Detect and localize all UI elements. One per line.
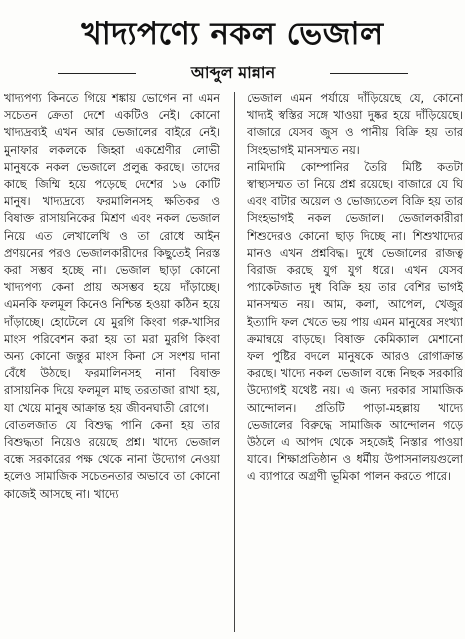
author-name: আব্দুল মান্নান xyxy=(190,63,276,82)
column-divider xyxy=(234,92,235,632)
article-column-right xyxy=(247,90,463,635)
byline xyxy=(58,60,408,86)
article-paragraph: নামিদামি কোম্পানির তৈরি মিষ্টি কতটা স্বাস্থ্যসম্মত তা নিয়ে প্রশ্ন রয়েছে। বাজারে যে ঘি এবং বাটার অয়েল ও ভোজ্যতেল বিক্রি হয় তার সিংহভাগই নকল ভেজাল। ভেজালকারীরা শিশুদেরও কোনো ছাড় দিচ্ছে না। শিশুখাদ্যের মানও এখন প্রশ্নবিদ্ধ। দুধে ভেজালের রাজত্ব বিরাজ করছে যুগ যুগ ধরে। এখন যেসব প্যাকেটজাত দুধ বিক্রি হয় তার বেশির ভাগই মানসম্মত নয়। আম, কলা, আপেল, খেজুর ইত্যাদি ফল খেতে ভয় পায় এমন মানুষের সংখ্যা ক্রমান্বয়ে বাড়ছে। বিষাক্ত কেমিক্যাল মেশানো ফল পুষ্টির বদলে মানুষকে আরও রোগাক্রান্ত করছে। খাদ্যে নকল ভেজাল বন্ধে নিছক সরকারি উদ্যোগই যথেষ্ট নয়। এ জন্য দরকার সামাজিক আন্দোলন। প্রতিটি পাড়া-মহল্লায় খাদ্যে ভেজালের বিরুদ্ধে সামাজিক আন্দোলন গড়ে উঠলে এ আপদ থেকে সহজেই নিস্তার পাওয়া যাবে। শিক্ষাপ্রতিষ্ঠান ও ধর্মীয় উপাসনালয়গুলো এ ব্যাপারে অগ্রণী ভূমিকা পালন করতে পারে। xyxy=(247,160,463,484)
article-column-left xyxy=(4,90,220,635)
article-paragraph: বোতলজাত যে বিশুদ্ধ পানি কেনা হয় তার বিশুদ্ধতা নিয়েও রয়েছে প্রশ্ন। খাদ্যে ভেজাল বন্ধে সরকারের পক্ষ থেকে নানা উদ্যোগ নেওয়া হলেও সামাজিক সচেতনতার অভাবে তা কোনো কাজেই আসছে না। খাদ্যে xyxy=(4,418,220,501)
article-title: খাদ্যপণ্যে নকল ভেজাল xyxy=(81,16,384,52)
cropped-header-text xyxy=(0,0,465,8)
article-paragraph: ভেজাল এমন পর্যায়ে দাঁড়িয়েছে যে, কোনো খাদ্যই স্বস্তির সঙ্গে খাওয়া দুষ্কর হয়ে দাঁড়িয়েছে। বাজারে যেসব জুস ও পানীয় বিক্রি হয় তার সিংহভাগই মানসম্মত নয়। xyxy=(247,92,463,157)
byline-rule-right xyxy=(330,73,408,74)
article-paragraph: খাদ্যপণ্য কিনতে গিয়ে শঙ্কায় ভোগেন না এমন সচেতন ক্রেতা দেশে একটিও নেই। কোনো খাদ্যদ্রব্যই এখন আর ভেজালের বাইরে নেই। মুনাফার লকলকে জিহ্বা একশ্রেণীর লোভী মানুষকে নকল ভেজালে প্রলুব্ধ করছে। তাদের কাছে জিম্মি হয়ে পড়েছে দেশের ১৬ কোটি মানুষ। খাদ্যদ্রব্যে ফরমালিনসহ ক্ষতিকর ও বিষাক্ত রাসায়নিকের মিশ্রণ এবং নকল ভেজাল নিয়ে এত লেখালেখি ও তা রোধে আইন প্রণয়নের পরও ভেজালকারীদের কিছুতেই নিরস্ত করা সম্ভব হচ্ছে না। ভেজাল ছাড়া কোনো খাদ্যপণ্য কেনা প্রায় অসম্ভব হয়ে দাঁড়াচ্ছে। এমনকি ফলমূল কিনেও নিশ্চিন্ত হওয়া কঠিন হয়ে দাঁড়াচ্ছে। হোটেলে যে মুরগি কিংবা গরু-খাসির মাংস পরিবেশন করা হয় তা মরা মুরগি কিংবা অন্য কোনো জন্তুর মাংস কিনা সে সংশয় দানা বেঁধে উঠছে। ফরমালিনসহ নানা বিষাক্ত রাসায়নিক দিয়ে ফলমূল মাছ তরতাজা রাখা হয়, যা খেয়ে মানুষ আক্রান্ত হয় জীবনঘাতী রোগে। xyxy=(4,92,220,415)
